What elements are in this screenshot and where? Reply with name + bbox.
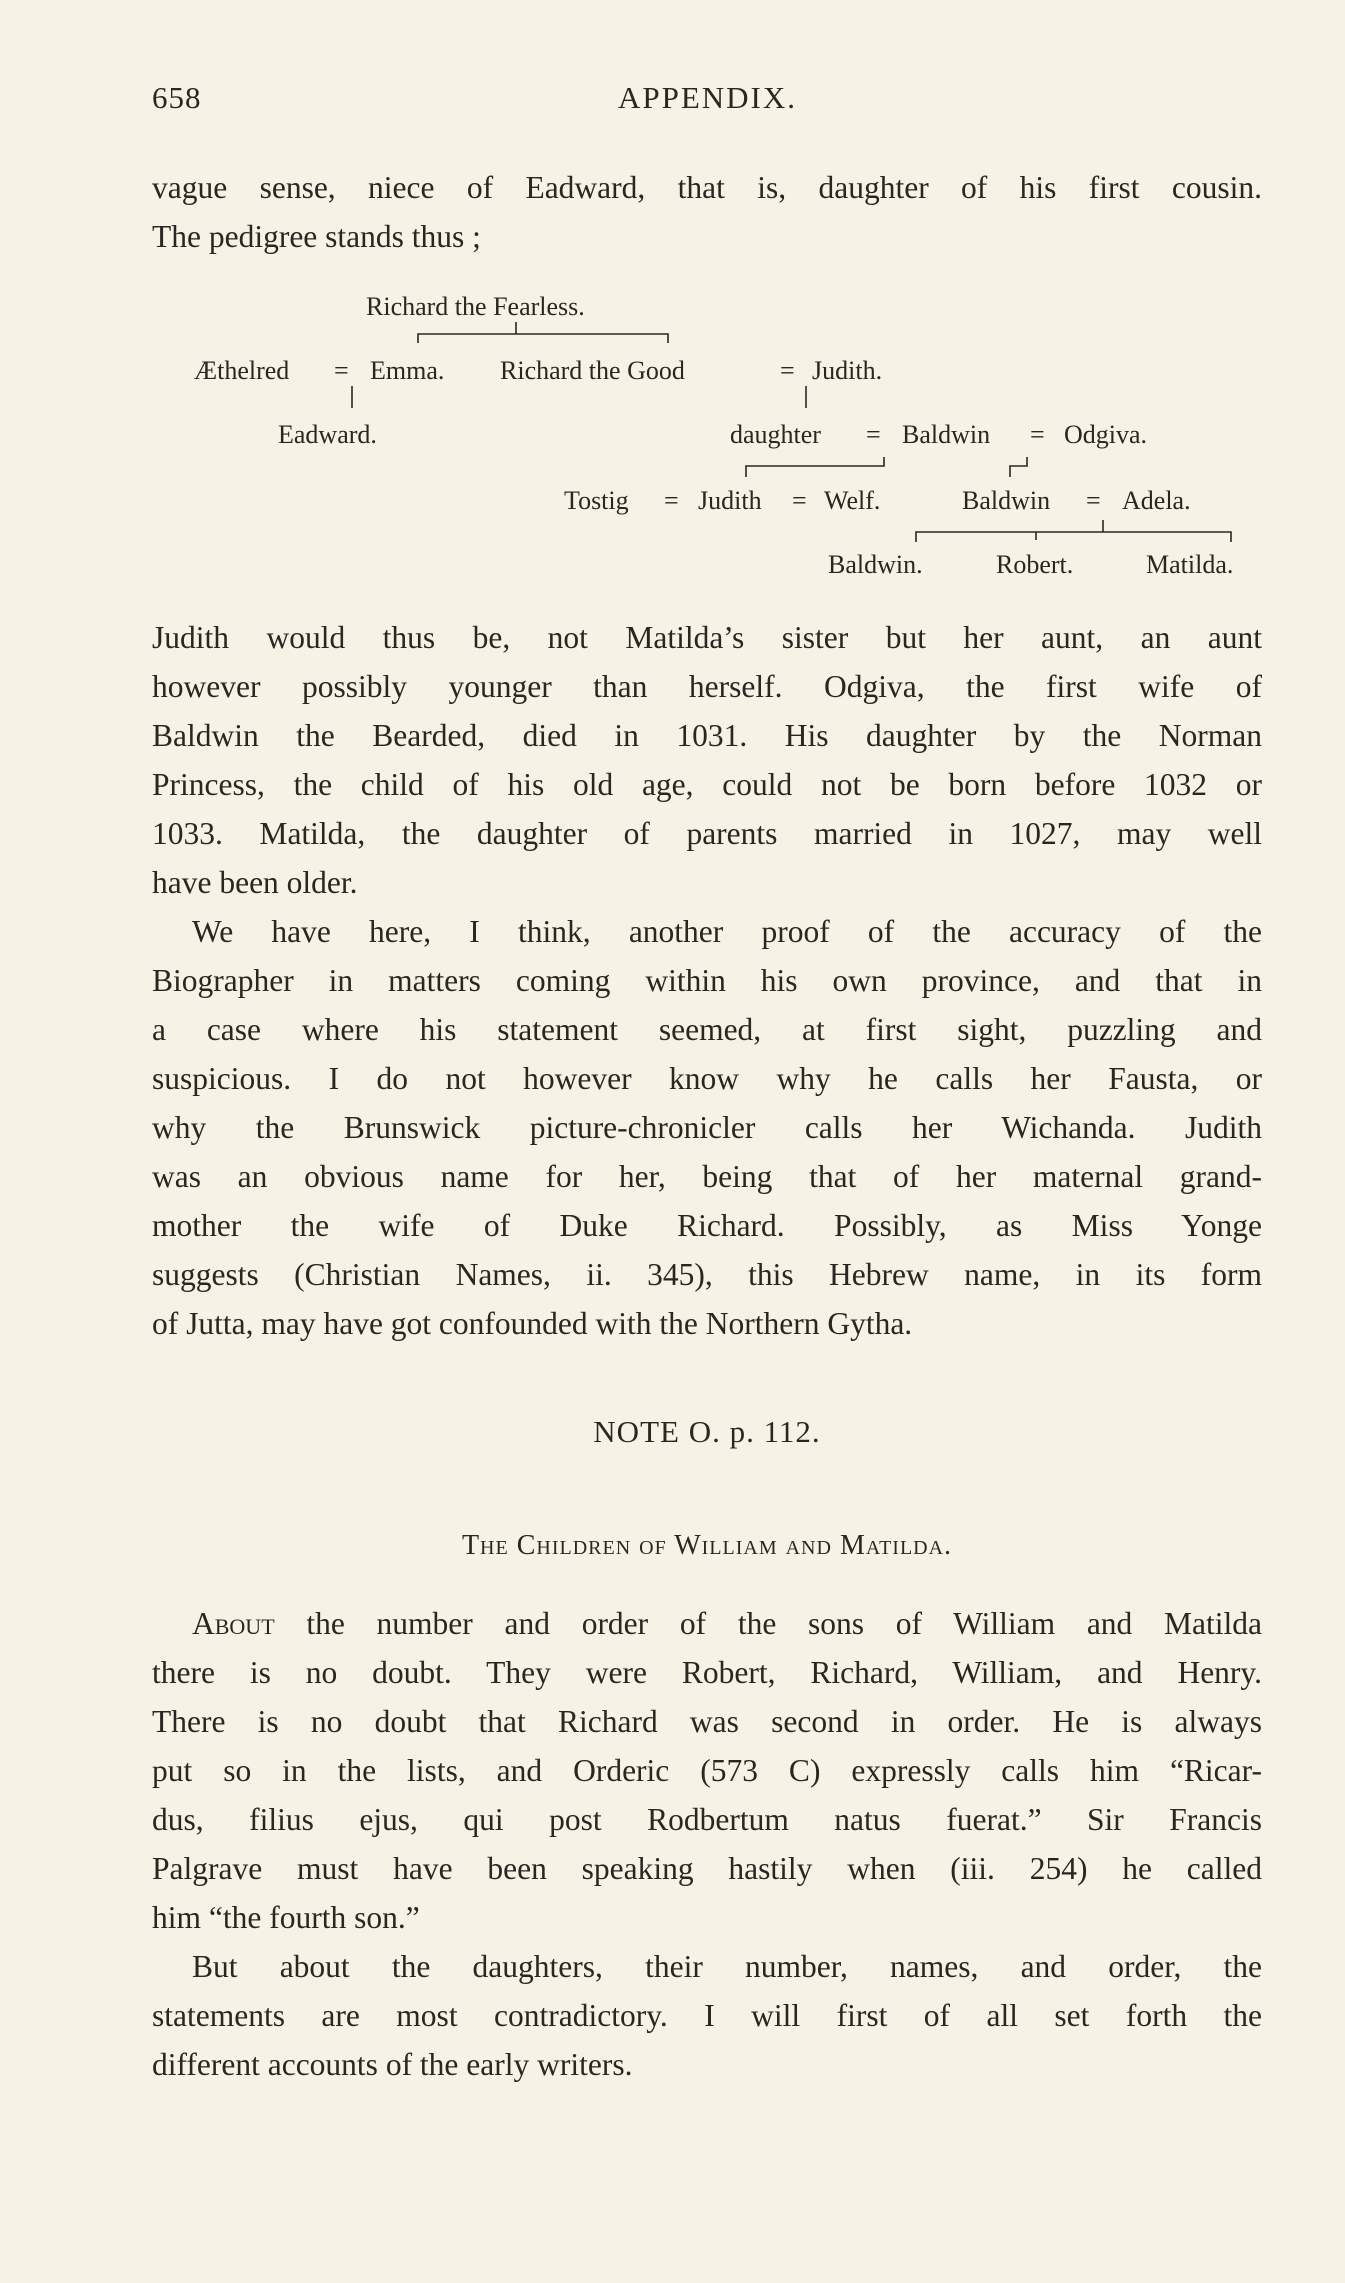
text-line: there is no doubt. They were Robert, Richard, William, and Henry. xyxy=(152,1655,1262,1690)
text-line: him “the fourth son.” xyxy=(152,1900,420,1935)
person-emma: Emma. xyxy=(370,356,445,385)
person-aethelred: Æthelred xyxy=(194,356,290,385)
text-line: There is no doubt that Richard was second in order. He is always xyxy=(152,1704,1262,1739)
text-line: statements are most contradictory. I will first of all set forth the xyxy=(152,1998,1262,2033)
person-odgiva: Odgiva. xyxy=(1064,420,1148,449)
text-line: of Jutta, may have got confounded with the Northern Gytha. xyxy=(152,1306,913,1341)
person-richard-the-fearless: Richard the Fearless. xyxy=(366,292,585,321)
connector-daughter xyxy=(746,457,884,477)
marriage-sign: = xyxy=(334,356,349,385)
person-welf: Welf. xyxy=(824,486,881,515)
text-line: We have here, I think, another proof of the accuracy of the xyxy=(192,914,1262,949)
person-baldwin-the-bearded: Baldwin xyxy=(902,420,991,449)
text-line: Palgrave must have been speaking hastily when (iii. 254) he called xyxy=(152,1851,1262,1886)
person-matilda: Matilda. xyxy=(1146,550,1234,579)
text-line: dus, filius ejus, qui post Rodbertum natus fuerat.” Sir Francis xyxy=(152,1802,1262,1837)
text-line: 1033. Matilda, the daughter of parents married in 1027, may well xyxy=(152,816,1262,851)
text-line: was an obvious name for her, being that of her maternal grand- xyxy=(152,1159,1262,1194)
text-line: however possibly younger than herself. Odgiva, the first wife of xyxy=(152,669,1262,704)
text-line: a case where his statement seemed, at first sight, puzzling and xyxy=(152,1012,1262,1047)
marriage-sign: = xyxy=(664,486,679,515)
lead-word: About xyxy=(192,1606,275,1641)
text-line: But about the daughters, their number, names, and order, the xyxy=(192,1949,1262,1984)
person-baldwin-grandson: Baldwin. xyxy=(828,550,923,579)
person-robert: Robert. xyxy=(996,550,1074,579)
connector-baldwin xyxy=(1010,457,1027,477)
text-line: have been older. xyxy=(152,865,358,900)
text-line: Princess, the child of his old age, could not be born before 1032 or xyxy=(152,767,1262,802)
text-line: Baldwin the Bearded, died in 1031. His daughter by the Norman xyxy=(152,718,1262,753)
text-line: mother the wife of Duke Richard. Possibly, as Miss Yonge xyxy=(152,1208,1262,1243)
marriage-sign: = xyxy=(792,486,807,515)
text-line: why the Brunswick picture-chronicler calls her Wichanda. Judith xyxy=(152,1110,1262,1145)
marriage-sign: = xyxy=(1030,420,1045,449)
connector-adela xyxy=(916,520,1231,542)
person-richard-the-good: Richard the Good xyxy=(500,356,685,385)
text-line: vague sense, niece of Eadward, that is, daughter of his first cousin. xyxy=(152,170,1262,205)
note-heading: NOTE O. p. 112. xyxy=(593,1414,821,1449)
page-number: 658 xyxy=(152,80,202,115)
connector-fearless xyxy=(418,322,668,343)
text-line: Biographer in matters coming within his own province, and that in xyxy=(152,963,1262,998)
text-line: The pedigree stands thus ; xyxy=(152,219,481,254)
note-subtitle: The Children of William and Matilda. xyxy=(461,1530,953,1561)
text-line: put so in the lists, and Orderic (573 C) expressly calls him “Ricar- xyxy=(152,1753,1262,1788)
person-judith-younger: Judith xyxy=(698,486,762,515)
text-line: suspicious. I do not however know why he calls her Fausta, or xyxy=(152,1061,1262,1096)
text-line: Judith would thus be, not Matilda’s sister but her aunt, an aunt xyxy=(152,620,1262,655)
marriage-sign: = xyxy=(1086,486,1101,515)
marriage-sign: = xyxy=(866,420,881,449)
person-tostig: Tostig xyxy=(564,486,629,515)
person-baldwin-son: Baldwin xyxy=(962,486,1051,515)
text-line xyxy=(192,1606,1262,1642)
person-daughter: daughter xyxy=(730,420,821,449)
person-judith-elder: Judith. xyxy=(812,356,883,385)
text-line: different accounts of the early writers. xyxy=(152,2047,633,2082)
marriage-sign: = xyxy=(780,356,795,385)
lead-line-rest: the number and order of the sons of William and Matilda xyxy=(274,1606,1262,1641)
person-adela: Adela. xyxy=(1122,486,1191,515)
person-eadward: Eadward. xyxy=(278,420,377,449)
text-line: suggests (Christian Names, ii. 345), this Hebrew name, in its form xyxy=(152,1257,1262,1292)
running-head: APPENDIX. xyxy=(617,80,798,115)
